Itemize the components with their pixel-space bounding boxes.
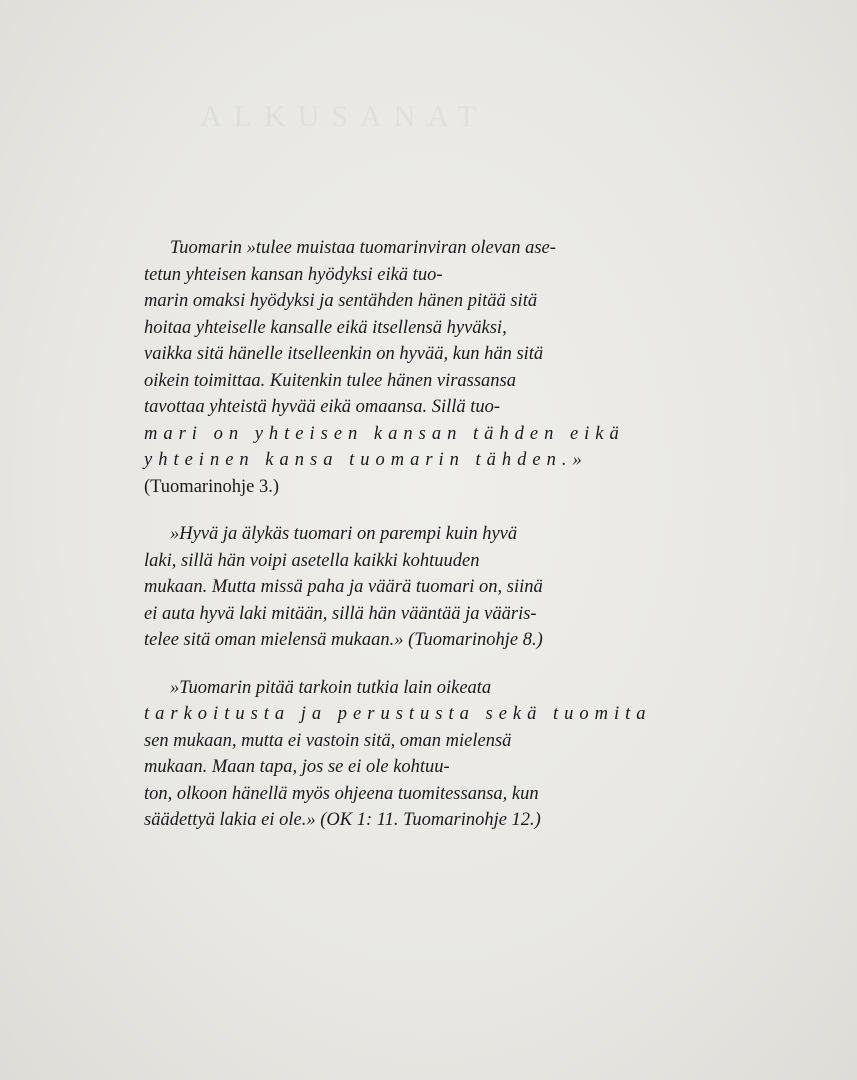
line-text: ei auta hyvä laki mitään, sillä hän vääntää ja vääris- [144, 603, 537, 624]
text-line [144, 810, 696, 837]
text-line [144, 577, 696, 604]
line-text: tavottaa yhteistä hyvää eikä omaansa. Sillä tuo- [144, 397, 501, 417]
text-line [144, 450, 696, 477]
text-line [144, 630, 696, 657]
show-through-heading: ALKUSANAT [200, 100, 488, 133]
line-text: »Hyvä ja älykäs tuomari on parempi kuin hyvä [170, 524, 518, 544]
text-line [144, 731, 696, 758]
line-text: vaikka sitä hänelle itselleenkin on hyvää, kun hän sitä [144, 344, 544, 364]
line-text: sen mukaan, mutta ei vastoin sitä, oman mielensä [144, 730, 512, 751]
text-line [144, 344, 696, 371]
text-line [144, 757, 696, 784]
text-line [144, 371, 696, 398]
line-text: laki, sillä hän voipi asetella kaikki kohtuuden [144, 550, 480, 571]
line-text: oikein toimittaa. Kuitenkin tulee hänen virassansa [144, 370, 517, 391]
line-text: säädettyä lakia ei ole.» (OK 1: 11. Tuomarinohje 12.) [144, 810, 541, 830]
text-line [144, 477, 696, 504]
text-line [144, 424, 696, 451]
line-text: mukaan. Maan tapa, jos se ei ole kohtuu- [144, 757, 450, 777]
text-line [144, 784, 696, 811]
line-text: »Tuomarin pitää tarkoin tutkia lain oikeata [170, 677, 492, 698]
text-line [144, 318, 696, 345]
text-line [144, 524, 696, 551]
text-line [144, 291, 696, 318]
line-text: marin omaksi hyödyksi ja sentähden hänen pitää sitä [144, 291, 538, 311]
line-text: Tuomarin »tulee muistaa tuomarinviran olevan ase- [170, 238, 556, 258]
line-text: telee sitä oman mielensä mukaan.» (Tuomarinohje 8.) [144, 630, 543, 650]
text-line [144, 551, 696, 578]
text-line [144, 678, 696, 705]
text-line [144, 238, 696, 265]
text-line [144, 704, 696, 731]
citation: (Tuomarinohje 3.) [144, 476, 279, 497]
line-text: tetun yhteisen kansan hyödyksi eikä tuo- [144, 264, 443, 285]
quote-block [144, 238, 696, 837]
text-line [144, 397, 696, 424]
line-text: yhteinen kansa tuomarin tähden.» [144, 450, 588, 470]
line-text: mukaan. Mutta missä paha ja väärä tuomari on, siinä [144, 577, 543, 597]
text-line [144, 265, 696, 292]
text-line [144, 604, 696, 631]
line-text: hoitaa yhteiselle kansalle eikä itsellensä hyväksi, [144, 317, 507, 338]
line-text: tarkoitusta ja perustusta sekä tuomita [144, 704, 652, 724]
line-text: mari on yhteisen kansan tähden eikä [144, 423, 625, 444]
line-text: ton, olkoon hänellä myös ohjeena tuomitessansa, kun [144, 783, 539, 804]
